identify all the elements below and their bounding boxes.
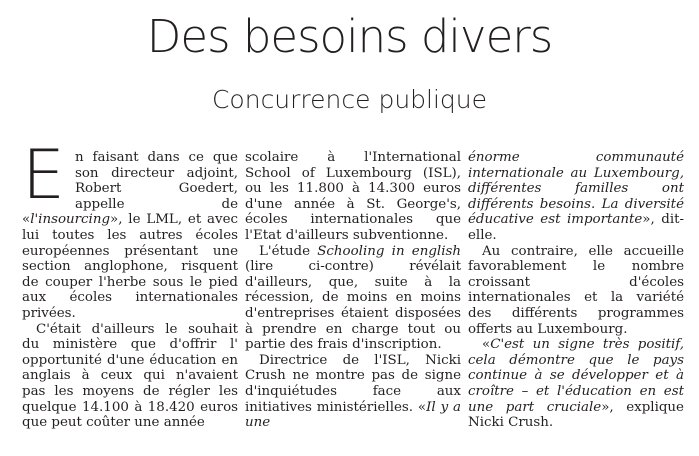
paragraph: Directrice de l'ISL, Nicki Crush ne montre pas de signe d'inquiétudes face aux initiatives ministérielles. «Il y a une (245, 352, 461, 431)
subheadline: Concurrence publique (211, 85, 488, 114)
paragraph: C'était d'ailleurs le souhait du ministère que d'offrir l' opportunité d'une éducation en anglais à ceux qui n'avaient pas les moyens de régler les quelque 14.100 à 18.420 euros que peut coûter une année (22, 321, 238, 431)
paragraph-intro: En faisant dans ce que son directeur adjoint, Robert Goedert, appelle de «l'insourcing», le LML, et avec lui toutes les autres écoles européennes présentant une section anglophone, risquent de couper l'herbe sous le pied aux écoles internationales privées. (22, 136, 238, 321)
column-3 (468, 150, 684, 431)
headline: Des besoins divers (146, 10, 553, 63)
paragraph: scolaire à l'International School of Luxembourg (ISL), ou les 11.800 à 14.300 euros d'une année à St. George's, écoles internationales que l'Etat d'ailleurs subventionne. (245, 150, 461, 243)
column-1 (22, 136, 238, 431)
paragraph: «C'est un signe très positif, cela démontre que le pays continue à se développer et à croître – et l'éducation en est une part cruciale», explique Nicki Crush. (468, 337, 684, 431)
drop-cap: E (22, 136, 65, 215)
paragraph: Au contraire, elle accueille favorablement le nombre croissant d'écoles internationales et la variété des différents programmes offerts au Luxembourg. (468, 243, 684, 337)
paragraph: L'étude Schooling in english (lire ci-contre) révélait d'ailleurs, que, suite à la récession, de moins en moins d'entreprises étaient disposées à prendre en charge tout ou partie des frais d'inscription. (245, 243, 461, 353)
column-2 (245, 150, 461, 431)
paragraph: énorme communauté internationale au Luxembourg, différentes familles ont différents besoins. La diversité éducative est importante», dit-elle. (468, 150, 685, 243)
